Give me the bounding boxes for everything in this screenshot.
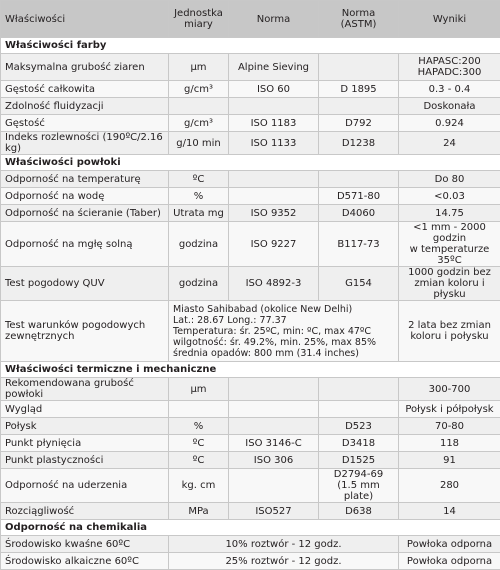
result-cell: 14 — [399, 503, 500, 520]
unit-cell: ºC — [169, 171, 229, 188]
norm-cell: ISO527 — [229, 503, 319, 520]
property-cell: Odporność na mgłę solną — [1, 222, 169, 267]
astm-cell: D638 — [319, 503, 399, 520]
table-row — [1, 222, 500, 267]
norm-cell: Alpine Sieving — [229, 54, 319, 81]
property-cell: Gęstość całkowita — [1, 81, 169, 98]
table-row — [1, 267, 500, 301]
norm-cell: ISO 3146-C — [229, 435, 319, 452]
result-cell: 70-80 — [399, 418, 500, 435]
unit-cell: ºC — [169, 435, 229, 452]
property-cell: Odporność na ścieranie (Taber) — [1, 205, 169, 222]
result-cell: 24 — [399, 132, 500, 155]
unit-cell: g/10 min — [169, 132, 229, 155]
astm-cell: D 1895 — [319, 81, 399, 98]
header-properties: Właściwości — [1, 1, 169, 38]
norm-cell — [229, 378, 319, 401]
table-row — [1, 378, 500, 401]
section-title: Odporność na chemikalia — [1, 520, 500, 536]
property-cell: Środowisko kwaśne 60ºC — [1, 536, 169, 553]
norm-cell — [229, 469, 319, 503]
astm-cell — [319, 54, 399, 81]
property-cell: Środowisko alkaiczne 60ºC — [1, 553, 169, 570]
astm-cell: D3418 — [319, 435, 399, 452]
result-cell: 0.3 - 0.4 — [399, 81, 500, 98]
table-row — [1, 205, 500, 222]
norm-cell — [229, 418, 319, 435]
result-cell: 300-700 — [399, 378, 500, 401]
table-row — [1, 401, 500, 418]
astm-cell: D2794-69 (1.5 mm plate) — [319, 469, 399, 503]
astm-cell: D1238 — [319, 132, 399, 155]
property-cell: Zdolność fluidyzacji — [1, 98, 169, 115]
result-cell: Powłoka odporna — [399, 553, 500, 570]
property-cell: Odporność na wodę — [1, 188, 169, 205]
property-cell: Test warunków pogodowych zewnętrznych — [1, 301, 169, 362]
result-cell: <1 mm - 2000 godzin w temperaturze 35ºC — [399, 222, 500, 267]
table-row — [1, 188, 500, 205]
table-row — [1, 435, 500, 452]
norm-cell — [229, 98, 319, 115]
unit-cell: % — [169, 188, 229, 205]
property-cell: Połysk — [1, 418, 169, 435]
property-cell: Punkt plastyczności — [1, 452, 169, 469]
section-header-coating — [1, 155, 500, 171]
astm-cell: D523 — [319, 418, 399, 435]
astm-cell: D4060 — [319, 205, 399, 222]
table-row — [1, 536, 500, 553]
section-title: Właściwości farby — [1, 38, 500, 54]
table-row — [1, 301, 500, 362]
table-row — [1, 54, 500, 81]
result-cell: 2 lata bez zmian koloru i połysku — [399, 301, 500, 362]
norm-cell — [229, 171, 319, 188]
description-cell: 25% roztwór - 12 godz. — [169, 553, 399, 570]
unit-cell: g/cm³ — [169, 81, 229, 98]
unit-cell — [169, 98, 229, 115]
unit-cell: kg. cm — [169, 469, 229, 503]
property-cell: Punkt płynięcia — [1, 435, 169, 452]
table-row — [1, 452, 500, 469]
property-cell: Test pogodowy QUV — [1, 267, 169, 301]
unit-cell: MPa — [169, 503, 229, 520]
property-cell: Odporność na temperaturę — [1, 171, 169, 188]
property-cell: Rekomendowana grubość powłoki — [1, 378, 169, 401]
unit-cell: μm — [169, 54, 229, 81]
unit-cell: μm — [169, 378, 229, 401]
property-cell: Odporność na uderzenia — [1, 469, 169, 503]
table-row — [1, 503, 500, 520]
section-header-chemical — [1, 520, 500, 536]
astm-cell: G154 — [319, 267, 399, 301]
unit-cell: % — [169, 418, 229, 435]
property-cell: Gęstość — [1, 115, 169, 132]
table-row — [1, 553, 500, 570]
norm-cell — [229, 188, 319, 205]
property-cell: Indeks rozlewności (190ºC/2.16 kg) — [1, 132, 169, 155]
unit-cell — [169, 401, 229, 418]
header-norm: Norma — [229, 1, 319, 38]
header-unit: Jednostka miary — [169, 1, 229, 38]
table-row — [1, 132, 500, 155]
unit-cell: ºC — [169, 452, 229, 469]
table-row — [1, 81, 500, 98]
result-cell: 91 — [399, 452, 500, 469]
result-cell: HAPASC:200 HAPADC:300 — [399, 54, 500, 81]
norm-cell: ISO 1133 — [229, 132, 319, 155]
result-cell: 14.75 — [399, 205, 500, 222]
norm-cell: ISO 1183 — [229, 115, 319, 132]
unit-cell: g/cm³ — [169, 115, 229, 132]
section-title: Właściwości powłoki — [1, 155, 500, 171]
astm-cell — [319, 401, 399, 418]
table-row — [1, 469, 500, 503]
astm-cell: D571-80 — [319, 188, 399, 205]
result-cell: Połysk i półpołysk — [399, 401, 500, 418]
description-cell: 10% roztwór - 12 godz. — [169, 536, 399, 553]
unit-cell: Utrata mg — [169, 205, 229, 222]
table-row — [1, 171, 500, 188]
property-cell: Maksymalna grubość ziaren — [1, 54, 169, 81]
norm-cell: ISO 4892-3 — [229, 267, 319, 301]
property-cell: Rozciągliwość — [1, 503, 169, 520]
norm-cell — [229, 401, 319, 418]
norm-cell: ISO 9227 — [229, 222, 319, 267]
astm-cell: B117-73 — [319, 222, 399, 267]
result-cell: Powłoka odporna — [399, 536, 500, 553]
result-cell: 0.924 — [399, 115, 500, 132]
result-cell: 280 — [399, 469, 500, 503]
astm-cell — [319, 98, 399, 115]
norm-cell: ISO 9352 — [229, 205, 319, 222]
unit-cell: godzina — [169, 267, 229, 301]
section-title: Właściwości termiczne i mechaniczne — [1, 362, 500, 378]
astm-cell — [319, 378, 399, 401]
result-cell: Do 80 — [399, 171, 500, 188]
table-row — [1, 98, 500, 115]
result-cell: 1000 godzin bez zmian koloru i płysku — [399, 267, 500, 301]
header-row — [1, 1, 500, 38]
section-header-paint — [1, 38, 500, 54]
result-cell: Doskonała — [399, 98, 500, 115]
norm-cell: ISO 306 — [229, 452, 319, 469]
unit-cell: godzina — [169, 222, 229, 267]
header-norm-astm: Norma (ASTM) — [319, 1, 399, 38]
table-row — [1, 115, 500, 132]
astm-cell: D792 — [319, 115, 399, 132]
norm-cell: ISO 60 — [229, 81, 319, 98]
location-description-cell: Miasto Sahibabad (okolice New Delhi) Lat.: 28.67 Long.: 77.37 Temperatura: śr. 25ºC, min: ºC, max 47ºC wilgotność: śr. 49.2%, min. 25%, max 85% średnia opadów: 800 mm (31.4 inches) — [169, 301, 399, 362]
header-results: Wyniki — [399, 1, 500, 38]
astm-cell: D1525 — [319, 452, 399, 469]
result-cell: <0.03 — [399, 188, 500, 205]
table-row — [1, 418, 500, 435]
result-cell: 118 — [399, 435, 500, 452]
property-cell: Wygląd — [1, 401, 169, 418]
astm-cell — [319, 171, 399, 188]
section-header-thermal-mechanical — [1, 362, 500, 378]
